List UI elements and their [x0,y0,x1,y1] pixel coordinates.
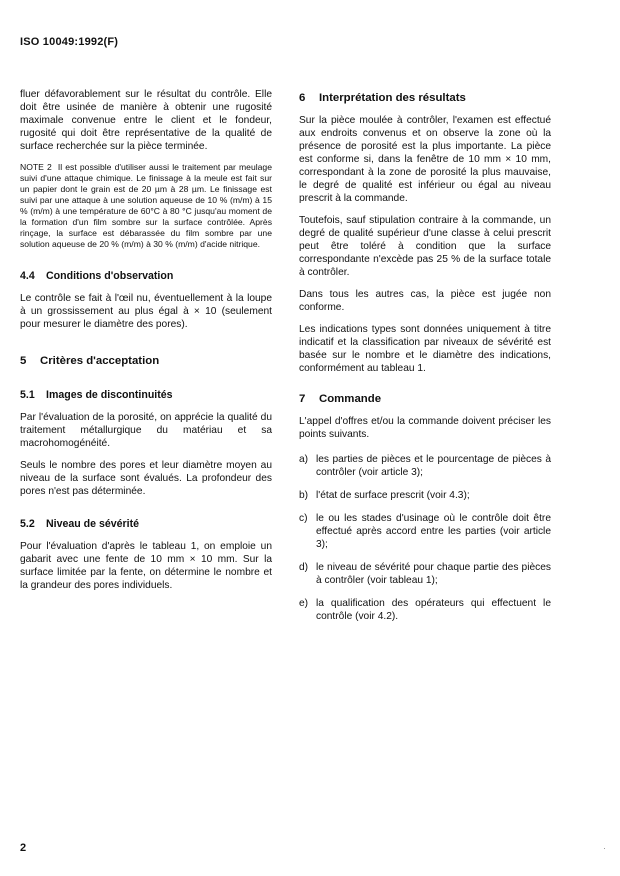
section-title: Commande [319,393,382,405]
section-5-1-heading [20,389,272,401]
list-text: la qualification des opérateurs qui effectuent le contrôle (voir 4.2). [316,598,551,622]
section-5-2-heading [20,518,272,530]
section-7-heading [299,393,551,405]
paragraph: Les indications types sont données uniquement à titre indicatif et la classification par niveaux de sévérité est basée sur le nombre et le diamètre des indications, conformément au tableau 1. [299,324,551,374]
note-label: NOTE 2 [20,162,52,172]
paragraph: Dans tous les autres cas, la pièce est jugée non conforme. [299,289,551,313]
section-number: 5.2 [20,518,35,530]
list-item [299,453,551,479]
list-text: les parties de pièces et le pourcentage de pièces à contrôler (voir article 3); [316,454,551,478]
section-6-heading [299,92,551,104]
section-title: Interprétation des résultats [319,92,466,104]
section-number: 7 [299,393,306,405]
paragraph: fluer défavorablement sur le résultat du contrôle. Elle doit être usinée de manière à obtenir une rugosité maximale convenue entre le client et le fondeur, rugosité qui doit être représentative de la qualité de surface recherchée sur la pièce terminée. [20,89,272,152]
list-item [299,561,551,587]
list-marker: d) [299,562,309,573]
section-title: Conditions d'observation [46,270,174,282]
section-number: 5 [20,355,27,367]
section-number: 5.1 [20,389,35,401]
paragraph: Par l'évaluation de la porosité, on apprécie la qualité du traitement métallurgique du matériau et sa macrohomogénéité. [20,412,272,449]
list-text: l'état de surface prescrit (voir 4.3); [316,490,470,501]
paragraph: Toutefois, sauf stipulation contraire à la commande, un degré de qualité supérieur d'une classe à celui prescrit peut être toléré à condition que la surface correspondante n'excède pas 25 % de la surface totale à contrôler. [299,215,551,278]
list-text: le niveau de sévérité pour chaque partie des pièces à contrôler (voir tableau 1); [316,562,551,586]
paragraph: Sur la pièce moulée à contrôler, l'examen est effectué aux endroits convenus et on observe la zone où la présence de porosité est la plus importante. La pièce est conforme si, dans la fenêtre de 10 mm × 10 mm, correspondant à la zone de porosité la plus mauvaise, le degré de qualité est inférieur ou égal au niveau prescrit à la commande. [299,115,551,204]
paragraph: L'appel d'offres et/ou la commande doivent préciser les points suivants. [299,416,551,440]
list-marker: e) [299,598,309,609]
right-column [299,88,551,633]
list-marker: a) [299,454,309,465]
list-text: le ou les stades d'usinage où le contrôle doit être effectué après accord entre les parties (voir article 3); [316,513,551,550]
section-5-heading [20,355,272,367]
section-title: Niveau de sévérité [46,518,140,530]
standard-header: ISO 10049:1992(F) [20,36,119,48]
page-number: 2 [20,842,27,854]
section-4-4-heading [20,270,272,282]
section-number: 6 [299,92,306,104]
paragraph: Le contrôle se fait à l'œil nu, éventuellement à la loupe à un grossissement au plus égal à × 10 (seulement pour mesurer le diamètre des pores). [20,293,272,330]
paragraph: Pour l'évaluation d'après le tableau 1, on emploie un gabarit avec une fente de 10 mm × 10 mm. Sur la surface limitée par la fente, on détermine le nombre et la grandeur des pores individuels. [20,541,272,591]
list-item [299,512,551,551]
section-title: Images de discontinuités [46,389,173,401]
list-marker: b) [299,490,309,501]
list-item [299,597,551,623]
note-text: Il est possible d'utiliser aussi le traitement par meulage suivi d'une attaque chimique. Le finissage à la meule est fait sur un papier dont le grain est de 20 µm à 28 µm. Le finissage est suivi par une attaque à une solution aqueuse de 10 % (m/m) à 15 % (m/m) à une température de 60°C à 80 °C jusqu'au moment de la formation d'un film sombre sur la surface contrôlée. Après rinçage, la surface est débarassée du film sombre par une solution aqueuse de 20 % (m/m) à 30 % (m/m) d'acide nitrique. [20,162,272,249]
order-requirements-list [299,453,551,623]
section-title: Critères d'acceptation [40,355,160,367]
note-2 [20,162,272,250]
left-column [20,88,272,601]
section-number: 4.4 [20,270,35,282]
paragraph: Seuls le nombre des pores et leur diamètre moyen au niveau de la surface sont évalués. La profondeur des pores n'est pas déterminée. [20,460,272,497]
list-item [299,489,551,502]
list-marker: c) [299,513,308,524]
scan-speck [604,848,605,849]
